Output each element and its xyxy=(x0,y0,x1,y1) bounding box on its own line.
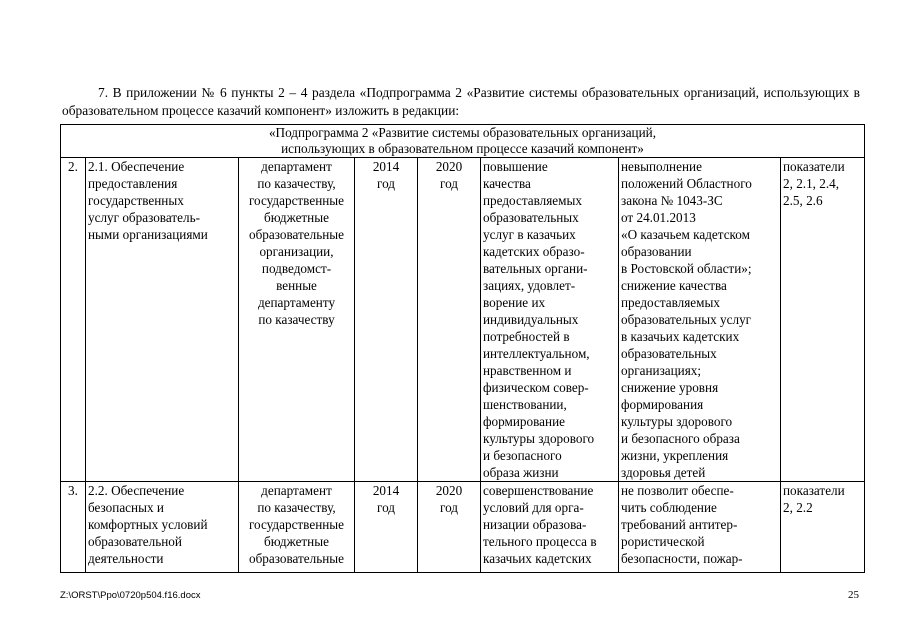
row-number: 3. xyxy=(61,482,86,573)
cell-line: физическом совер- xyxy=(483,380,589,395)
cell-line: бюджетные xyxy=(264,534,329,549)
cell-line: формирования xyxy=(621,397,704,412)
cell-line: потребностей в xyxy=(483,329,570,344)
cell-line: год xyxy=(376,176,395,191)
cell-line: безопасности, пожар- xyxy=(621,551,743,566)
cell-line: интеллектуальном, xyxy=(483,346,590,361)
cell-line: услуг образователь- xyxy=(88,210,200,225)
cell-line: образовательной xyxy=(88,534,182,549)
cell-line: образовании xyxy=(621,244,692,259)
cell-line: образовательные xyxy=(248,551,345,566)
cell-line: совершенствование xyxy=(483,483,594,498)
cell-line: организации, xyxy=(259,244,334,259)
cell-line: 2.1. Обеспечение xyxy=(88,159,185,174)
cell-line: по казачеству xyxy=(258,312,335,327)
cell-line: предоставления xyxy=(88,176,178,191)
cell-line: тельного процесса в xyxy=(483,534,597,549)
cell-line: предоставляемых xyxy=(621,295,720,310)
end-year-cell xyxy=(418,158,481,482)
start-year-cell xyxy=(355,482,418,573)
cell-line: качества xyxy=(483,176,531,191)
cell-line: 2, 2.2 xyxy=(783,500,813,515)
cell-line: вательных органи- xyxy=(483,261,588,276)
cell-line: 2014 xyxy=(372,159,400,174)
cell-line: образовательных xyxy=(483,210,579,225)
cell-line: деятельности xyxy=(88,551,164,566)
cell-line: год xyxy=(439,176,458,191)
table-heading xyxy=(61,125,865,158)
cell-line: условий для орга- xyxy=(483,500,584,515)
table-heading-line: использующих в образовательном процессе казачий компонент» xyxy=(281,141,644,156)
cell-line: 2020 xyxy=(435,159,463,174)
cell-line: организациях; xyxy=(621,363,702,378)
expected-result-cell xyxy=(481,158,619,482)
cell-line: рористической xyxy=(621,534,705,549)
cell-line: показатели xyxy=(783,483,845,498)
cell-line: подведомст- xyxy=(261,261,332,276)
cell-line: положений Областного xyxy=(621,176,752,191)
cell-line: и безопасного образа xyxy=(621,431,740,446)
cell-line: от 24.01.2013 xyxy=(621,210,696,225)
subprogram-table xyxy=(60,124,865,573)
activity-name-cell xyxy=(86,158,239,482)
cell-line: образовательные xyxy=(248,227,345,242)
cell-line: культуры здорового xyxy=(621,414,733,429)
cell-line: ворение их xyxy=(483,295,546,310)
cell-line: в казачьих кадетских xyxy=(621,329,740,344)
cell-line: казачьих кадетских xyxy=(483,551,592,566)
cell-line: образа жизни xyxy=(483,465,559,480)
cell-line: предоставляемых xyxy=(483,193,582,208)
cell-line: культуры здорового xyxy=(483,431,595,446)
cell-line: требований антитер- xyxy=(621,517,738,532)
cell-line: департаменту xyxy=(257,295,336,310)
table-row xyxy=(61,482,865,573)
cell-line: образовательных услуг xyxy=(621,312,752,327)
cell-line: комфортных условий xyxy=(88,517,208,532)
cell-line: снижение качества xyxy=(621,278,727,293)
cell-line: показатели xyxy=(783,159,845,174)
cell-line: «О казачьем кадетском xyxy=(621,227,750,242)
cell-line: год xyxy=(439,500,458,515)
executor-cell xyxy=(239,482,355,573)
end-year-cell xyxy=(418,482,481,573)
cell-line: государственные xyxy=(248,517,345,532)
cell-line: по казачеству, xyxy=(257,500,336,515)
consequences-cell xyxy=(619,158,781,482)
cell-line: 2020 xyxy=(435,483,463,498)
activity-name-cell xyxy=(86,482,239,573)
intro-paragraph: 7. В приложении № 6 пункты 2 – 4 раздела «Подпрограмма 2 «Развитие системы образовательных организаций, использующих в образовательном процессе казачий компонент» изложить в редакции: xyxy=(62,85,860,119)
cell-line: департамент xyxy=(261,159,332,174)
cell-line: государственных xyxy=(88,193,184,208)
page-number: 25 xyxy=(848,589,859,601)
cell-line: не позволит обеспе- xyxy=(621,483,734,498)
cell-line: год xyxy=(376,500,395,515)
cell-line: жизни, укрепления xyxy=(621,448,729,463)
cell-line: и безопасного xyxy=(483,448,562,463)
cell-line: 2.5, 2.6 xyxy=(783,193,823,208)
table-row xyxy=(61,158,865,482)
cell-line: зациях, удовлет- xyxy=(483,278,576,293)
cell-line: закона № 1043-ЗС xyxy=(621,193,723,208)
cell-line: чить соблюдение xyxy=(621,500,717,515)
indicators-cell xyxy=(781,482,865,573)
row-number: 2. xyxy=(61,158,86,482)
consequences-cell xyxy=(619,482,781,573)
cell-line: образовательных xyxy=(621,346,717,361)
cell-line: государственные xyxy=(248,193,345,208)
cell-line: безопасных и xyxy=(88,500,164,515)
cell-line: снижение уровня xyxy=(621,380,719,395)
cell-line: индивидуальных xyxy=(483,312,579,327)
cell-line: в Ростовской области»; xyxy=(621,261,752,276)
cell-line: услуг в казачьих xyxy=(483,227,576,242)
cell-line: повышение xyxy=(483,159,548,174)
cell-line: ными организациями xyxy=(88,227,208,242)
cell-line: невыполнение xyxy=(621,159,702,174)
cell-line: 2.2. Обеспечение xyxy=(88,483,185,498)
indicators-cell xyxy=(781,158,865,482)
cell-line: венные xyxy=(276,278,317,293)
start-year-cell xyxy=(355,158,418,482)
table-heading-line: «Подпрограмма 2 «Развитие системы образовательных организаций, xyxy=(268,125,657,140)
cell-line: нравственном и xyxy=(483,363,572,378)
cell-line: здоровья детей xyxy=(621,465,706,480)
footer-file-path: Z:\ORST\Ppo\0720p504.f16.docx xyxy=(60,590,201,601)
expected-result-cell xyxy=(481,482,619,573)
cell-line: по казачеству, xyxy=(257,176,336,191)
cell-line: шенствовании, xyxy=(483,397,567,412)
executor-cell xyxy=(239,158,355,482)
cell-line: формирование xyxy=(483,414,565,429)
cell-line: 2014 xyxy=(372,483,400,498)
cell-line: бюджетные xyxy=(264,210,329,225)
cell-line: низации образова- xyxy=(483,517,587,532)
cell-line: кадетских образо- xyxy=(483,244,585,259)
cell-line: 2, 2.1, 2.4, xyxy=(783,176,840,191)
cell-line: департамент xyxy=(261,483,332,498)
